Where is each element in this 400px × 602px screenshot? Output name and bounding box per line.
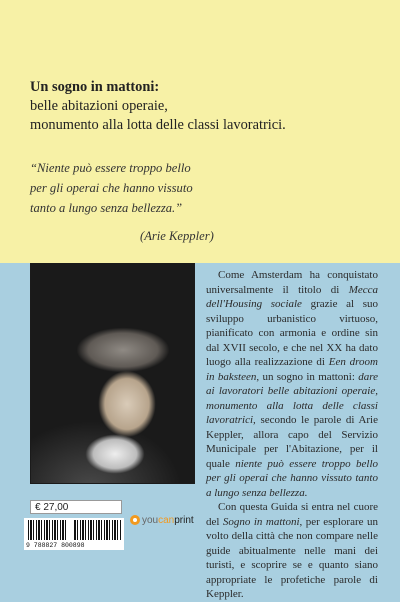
quote-line-1: “Niente può essere troppo bello xyxy=(30,161,191,175)
publisher-name-part: can xyxy=(158,514,175,526)
tagline xyxy=(30,78,380,135)
publisher-logo-icon xyxy=(130,515,140,525)
price-tag: € 27,00 xyxy=(30,500,122,514)
quote-author: (Arie Keppler) xyxy=(140,229,214,243)
blurb xyxy=(206,268,378,602)
blurb-text: secondo le parole di Arie Keppler, allora capo del Servizio Municipale per l'Abitazione, per il quale xyxy=(206,414,378,470)
tagline-title: Un sogno in mattoni: xyxy=(30,79,160,95)
barcode-bars xyxy=(28,520,68,540)
barcode-bars xyxy=(74,520,122,540)
tagline-line-1: belle abitazioni operaie, xyxy=(30,98,168,114)
blurb-italic: niente può essere troppo bello per gli operai che hanno vissuto tanto a lungo senza bellezza. xyxy=(206,457,378,499)
blurb-text: Con questa Guida si entra nel cuore del xyxy=(206,501,378,528)
blurb-paragraph-2 xyxy=(206,500,378,602)
blurb-text: grazie al suo sviluppo urbanistico virtuoso, pianificato con armonia e ordine sin dal XVII secolo, e che nel XX ha dato luogo alla realizzazione di xyxy=(206,298,378,368)
publisher-name-part: print xyxy=(174,514,194,526)
isbn-barcode-main xyxy=(72,518,124,541)
blurb-italic: Mecca dell'Housing sociale xyxy=(206,283,378,310)
blurb-italic: Een droom in baksteen xyxy=(206,356,378,383)
blurb-text: , un sogno in mattoni: xyxy=(256,370,359,383)
publisher-logo xyxy=(130,513,194,527)
blurb-italic: dare ai lavoratori belle abitazioni operaie, monumento alla lotta delle classi lavoratrici, xyxy=(206,370,379,426)
tagline-line-2: monumento alla lotta delle classi lavoratrici. xyxy=(30,117,286,133)
blurb-italic: Sogno in mattoni xyxy=(222,515,300,528)
quote-line-2: per gli operai che hanno vissuto xyxy=(30,181,193,195)
blurb-text: , per esplorare un volto della città che non compare nelle guide abitualmente nelle mani dei turisti, e scoprire se e quanto siano appropriate le profetiche parole di Keppler. xyxy=(206,515,378,600)
quote xyxy=(30,158,360,246)
blurb-text: Come Amsterdam ha conquistato universalmente il titolo di xyxy=(206,269,378,296)
publisher-name-part: you xyxy=(142,514,159,526)
quote-line-3: tanto a lungo senza bellezza.” xyxy=(30,201,183,215)
author-photo xyxy=(30,263,195,484)
blurb-paragraph-1 xyxy=(206,268,378,500)
isbn-digits: 9 788827 800898 xyxy=(24,541,124,550)
